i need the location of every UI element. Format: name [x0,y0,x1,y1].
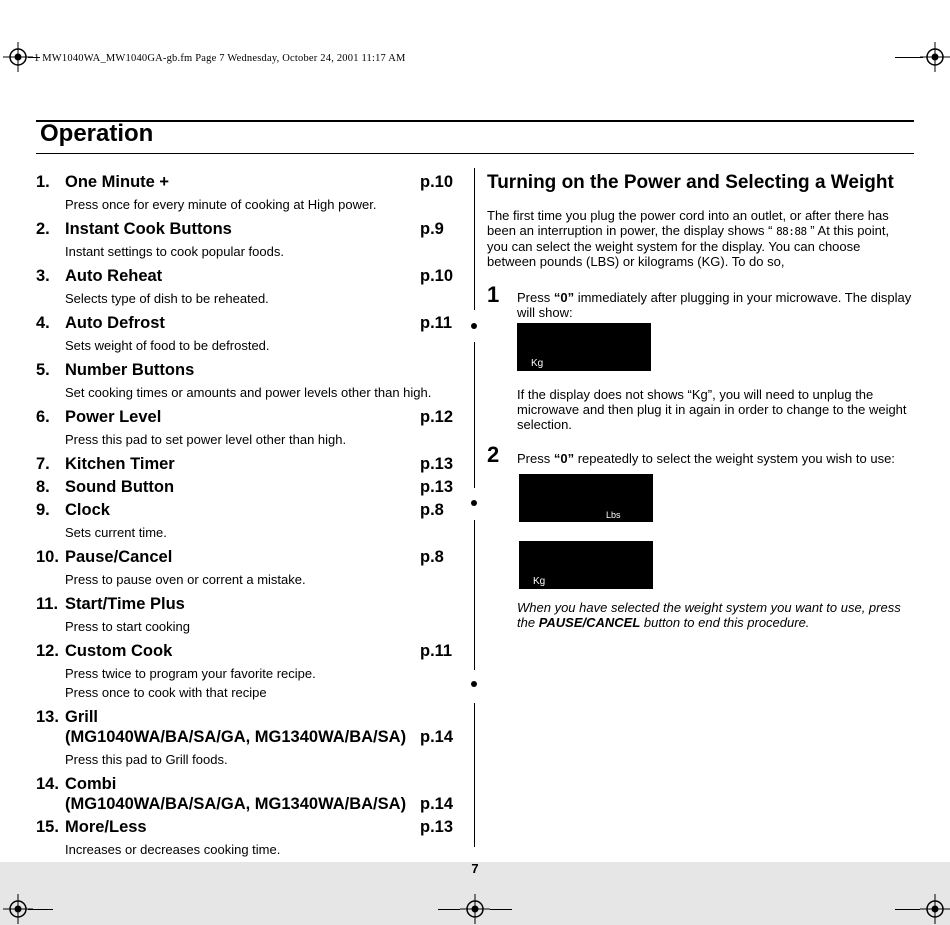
item-page-ref: p.9 [420,220,444,238]
display-lbs: Lbs [519,474,653,522]
item-number: 9. [36,501,50,519]
item-heading [36,219,456,239]
item-page-ref: p.14 [420,728,454,746]
intro-paragraph: The first time you plug the power cord into an outlet, or after there has been an interruption in power, the display shows “ 88:88 ” At this point, you can select the weight system for the display. You can choose between pounds (LBS) or kilograms (KG). To do so, [487,208,890,269]
item-number: 14. [36,775,59,793]
item-label: Start/Time Plus [65,595,185,613]
item-number: 12. [36,642,59,660]
item-number: 15. [36,818,59,836]
step-1-followup: If the display does not shows “Kg”, you will need to unplug the microwave and then plug it in again in order to change to the weight selection. [517,387,907,432]
column-divider [474,520,475,670]
item-number: 8. [36,478,50,496]
section-title: Turning on the Power and Selecting a Weight [487,172,894,193]
item-heading [36,594,456,614]
column-divider [474,342,475,488]
item-page-ref: p.12 [420,408,454,426]
item-page-ref: p.10 [420,267,454,285]
item-page-ref: p.14 [420,795,454,813]
item-heading [36,407,456,427]
item-label: Custom Cook [65,642,173,660]
operation-item [36,477,456,497]
operation-item [36,547,456,589]
item-heading [36,641,456,661]
item-description: Press once for every minute of cooking at High power. [65,197,377,212]
item-number: 11. [36,595,59,613]
operation-item [36,774,456,814]
column-bullet [471,323,477,329]
page-title: Operation [40,120,154,147]
item-description: Press this pad to set power level other than high. [65,432,347,447]
operation-item [36,172,456,214]
item-page-ref: p.11 [420,314,453,332]
weight-section [487,170,912,269]
item-description: Instant settings to cook popular foods. [65,244,284,259]
item-label: Clock [65,501,110,519]
operation-item-list [36,172,456,859]
step-1-text: Press “0” immediately after plugging in your microwave. The display will show: [517,290,912,320]
title-rule-top [36,120,914,122]
crop-line [28,909,53,910]
item-label: Power Level [65,408,162,426]
item-label: Auto Defrost [65,314,165,332]
registration-mark-icon [920,42,950,72]
column-bullet [471,500,477,506]
operation-item [36,707,456,769]
column-divider [474,703,475,847]
file-header: 1 MW1040WA_MW1040GA-gb.fm Page 7 Wednesday, October 24, 2001 11:17 AM [34,53,406,64]
page-number: 7 [471,861,479,876]
operation-item [36,266,456,308]
operation-item [36,407,456,449]
item-description: Sets weight of food to be defrosted. [65,338,270,353]
item-page-ref: p.13 [420,455,454,473]
item-heading [36,266,456,286]
item-label: Kitchen Timer [65,455,175,473]
item-label: Pause/Cancel [65,548,173,566]
item-heading [36,360,456,380]
operation-item [36,500,456,542]
item-label: Number Buttons [65,361,195,379]
operation-item [36,360,456,402]
step-number: 2 [487,442,500,467]
item-number: 13. [36,708,59,726]
item-page-ref: p.8 [420,548,444,566]
crop-line [895,57,923,58]
item-description: Sets current time. [65,525,167,540]
item-page-ref: p.13 [420,478,454,496]
item-description: Press this pad to Grill foods. [65,752,228,767]
item-heading [36,313,456,333]
title-rule-bottom [36,153,914,154]
item-description: Press to start cooking [65,619,190,634]
item-number: 4. [36,314,50,332]
item-heading [36,454,456,474]
item-heading [36,547,456,567]
item-description: Press twice to program your favorite recipe. Press once to cook with that recipe [65,666,316,700]
item-heading [36,477,456,497]
item-page-ref: p.8 [420,501,444,519]
item-label: Combi (MG1040WA/BA/SA/GA, MG1340WA/BA/SA) [65,775,407,813]
item-label: Auto Reheat [65,267,163,285]
item-number: 1. [36,173,50,191]
item-page-ref: p.13 [420,818,454,836]
item-description: Increases or decreases cooking time. [65,842,281,857]
operation-item [36,454,456,474]
registration-mark-icon [920,894,950,924]
item-heading [36,817,456,837]
item-description: Selects type of dish to be reheated. [65,291,269,306]
item-page-ref: p.11 [420,642,453,660]
item-label: Sound Button [65,478,175,496]
item-number: 6. [36,408,50,426]
operation-item [36,219,456,261]
item-number: 10. [36,548,59,566]
item-number: 2. [36,220,50,238]
operation-item [36,594,456,636]
item-number: 7. [36,455,50,473]
item-heading [36,500,456,520]
item-label: More/Less [65,818,147,836]
crop-line [438,909,460,910]
item-heading [36,774,456,814]
column-bullet [471,681,477,687]
step-number: 1 [487,282,500,307]
item-number: 3. [36,267,50,285]
column-divider [474,168,475,310]
item-number: 5. [36,361,50,379]
operation-item [36,817,456,859]
item-heading [36,172,456,192]
crop-line [490,909,512,910]
registration-mark-icon [460,894,490,924]
item-label: One Minute + [65,173,170,191]
item-label: Instant Cook Buttons [65,220,232,238]
display-kg: Kg [519,541,653,589]
operation-item [36,641,456,702]
segment-display-glyph: 88:88 [776,225,807,238]
closing-note: When you have selected the weight system you want to use, press the PAUSE/CANCEL button to end this procedure. [517,600,901,630]
item-label: Grill (MG1040WA/BA/SA/GA, MG1340WA/BA/SA) [65,708,407,746]
crop-line [895,909,920,910]
operation-item [36,313,456,355]
item-heading [36,707,456,747]
display-kg: Kg [517,323,651,371]
item-description: Press to pause oven or corrent a mistake. [65,572,306,587]
item-description: Set cooking times or amounts and power levels other than high. [65,385,432,400]
item-page-ref: p.10 [420,173,454,191]
step-2-text: Press “0” repeatedly to select the weight system you wish to use: [517,451,895,466]
